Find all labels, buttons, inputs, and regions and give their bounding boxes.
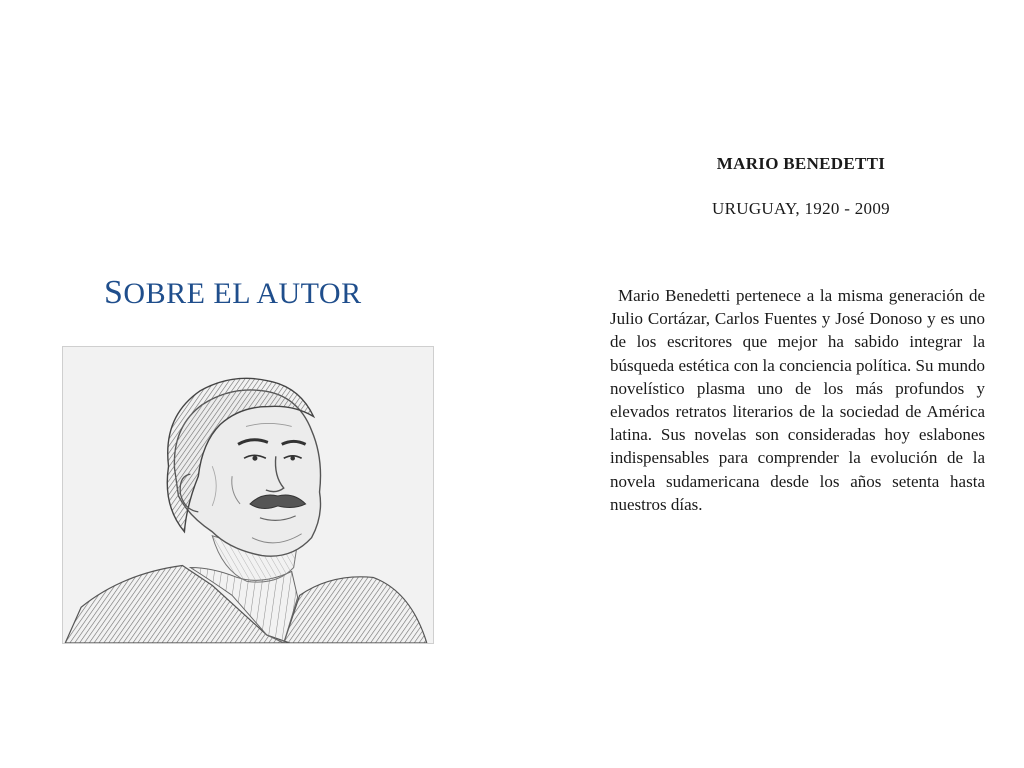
- author-name: MARIO BENEDETTI: [716, 154, 886, 173]
- portrait-sketch: [63, 347, 433, 643]
- section-title-rest: OBRE EL AUTOR: [123, 277, 362, 310]
- section-title: [104, 274, 362, 312]
- author-origin-dates: URUGUAY, 1920 - 2009: [712, 199, 890, 218]
- author-biography: Mario Benedetti pertenece a la misma generación de Julio Cortázar, Carlos Fuentes y José Donoso y es uno de los escritores que mejor ha sabido integrar la búsqueda estética con la conciencia política. Su mundo novelístico plasma uno de los más profundos y elevados retratos literarios de la sociedad de América latina. Sus novelas son consideradas hoy eslabones indispensables para comprender la evolución de la novela sudamericana desde los años setenta hasta nuestros días.: [610, 286, 985, 514]
- section-title-initial: S: [104, 274, 124, 311]
- author-portrait: [62, 346, 434, 644]
